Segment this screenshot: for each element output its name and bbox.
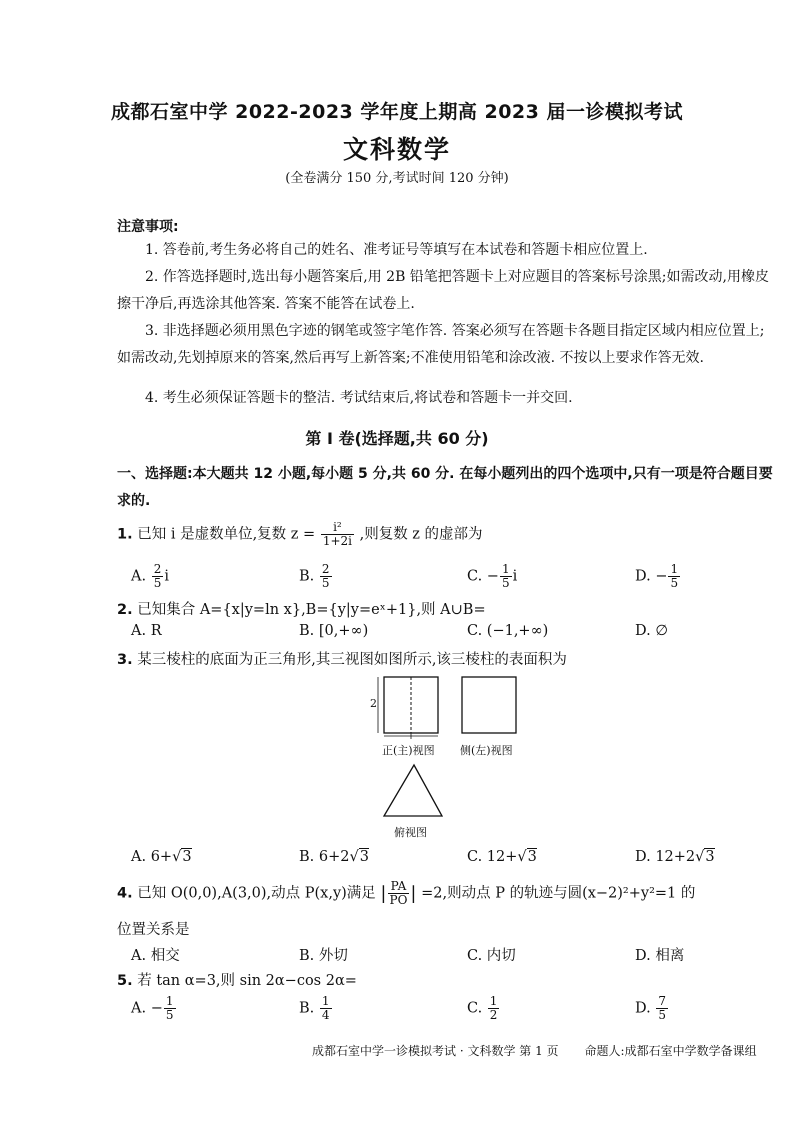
top-view-label: 俯视图 — [394, 826, 427, 839]
q4-option-c: C. 内切 — [467, 948, 516, 964]
q5-option-c: C. $\frac{1}{2}$ — [467, 994, 498, 1022]
q5-option-a: A. − $\frac{1}{5}$ — [131, 994, 174, 1022]
q1-option-a: A. $\frac{2}{5}$ i — [131, 562, 169, 590]
notice-item-3: 3. 非选择题必须用黑色字迹的钢笔或签字笔作答. 答案必须写在答题卡各题目指定区域内相应位置上;如需改动,先划掉原来的答案,然后再写上新答案;不准使用铅笔和涂改液. 不按以上要求作答无效. — [117, 323, 765, 366]
question-4: 4. 已知 O(0,0),A(3,0),动点 P(x,y)满足 | $\frac{PA}{PO}$ | =2,则动点 P 的轨迹与圆(x−2)²+y²=1 的 — [117, 879, 696, 907]
subject-title: 文科数学 — [342, 135, 451, 164]
q2-option-c: C. (−1,+∞) — [467, 623, 549, 639]
q3-option-b: B. 6+2√3 — [299, 849, 369, 865]
q4-option-b: B. 外切 — [299, 948, 348, 964]
notice-heading: 注意事项: — [117, 219, 179, 235]
page-footer — [312, 1042, 782, 1059]
q4-option-d: D. 相离 — [635, 948, 685, 964]
notice-item-2: 2. 作答选择题时,选出每小题答案后,用 2B 铅笔把答题卡上对应题目的答案标号涂黑;如需改动,用橡皮擦干净后,再选涂其他答案. 答案不能答在试卷上. — [117, 269, 769, 312]
three-view-figure — [370, 670, 550, 850]
side-view-rect — [462, 677, 516, 733]
part-heading: 一、选择题:本大题共 12 小题,每小题 5 分,共 60 分. 在每小题列出的四个选项中,只有一项是符合题目要求的. — [117, 466, 773, 509]
exam-title: 成都石室中学 2022-2023 学年度上期高 2023 届一诊模拟考试 — [111, 101, 683, 123]
question-1: 1. 已知 i 是虚数单位,复数 z = $\frac{\text{i²}}{1+2i}$ ,则复数 z 的虚部为 — [117, 520, 483, 548]
side-view-label: 侧(左)视图 — [460, 744, 513, 757]
question-4-line2: 位置关系是 — [117, 922, 190, 938]
notice-item-1: 1. 答卷前,考生务必将自己的姓名、准考证号等填写在本试卷和答题卡相应位置上. — [145, 242, 648, 258]
q4-fraction: $\frac{PA}{PO}$ — [389, 879, 408, 907]
q2-option-d: D. ∅ — [635, 623, 668, 639]
q1-option-c: C. − $\frac{1}{5}$ i — [467, 562, 518, 590]
q3-option-d: D. 12+2√3 — [635, 849, 715, 865]
q1-option-b: B. $\frac{2}{5}$ — [299, 562, 330, 590]
top-view-triangle — [384, 765, 442, 816]
q3-option-a: A. 6+√3 — [131, 849, 192, 865]
exam-info: (全卷满分 150 分,考试时间 120 分钟) — [285, 171, 509, 186]
q1-fraction: $\frac{\text{i²}}{1+2i}$ — [322, 520, 352, 548]
section-title: 第 I 卷(选择题,共 60 分) — [305, 429, 489, 448]
q2-option-b: B. [0,+∞) — [299, 623, 369, 639]
q5-option-d: D. $\frac{7}{5}$ — [635, 994, 666, 1022]
question-5: 5. 若 tan α=3,则 sin 2α−cos 2α= — [117, 973, 357, 989]
question-3: 3. 某三棱柱的底面为正三角形,其三视图如图所示,该三棱柱的表面积为 — [117, 652, 567, 668]
q5-option-b: B. $\frac{1}{4}$ — [299, 994, 330, 1022]
notice-item-4: 4. 考生必须保证答题卡的整洁. 考试结束后,将试卷和答题卡一并交回. — [145, 390, 573, 406]
footer-author: 命题人:成都石室中学数学备课组 — [584, 1044, 757, 1058]
q4-option-a: A. 相交 — [131, 948, 180, 964]
q3-option-c: C. 12+√3 — [467, 849, 537, 865]
front-view-label: 正(主)视图 — [382, 744, 435, 757]
height-dimension-label: 2 — [370, 697, 377, 710]
question-2: 2. 已知集合 A={x|y=ln x},B={y|y=eˣ+1},则 A∪B= — [117, 602, 486, 618]
q1-option-d: D. − $\frac{1}{5}$ — [635, 562, 679, 590]
q2-option-a: A. R — [131, 623, 162, 639]
footer-page-info: 成都石室中学一诊模拟考试 · 文科数学 第 1 页 — [312, 1044, 559, 1058]
